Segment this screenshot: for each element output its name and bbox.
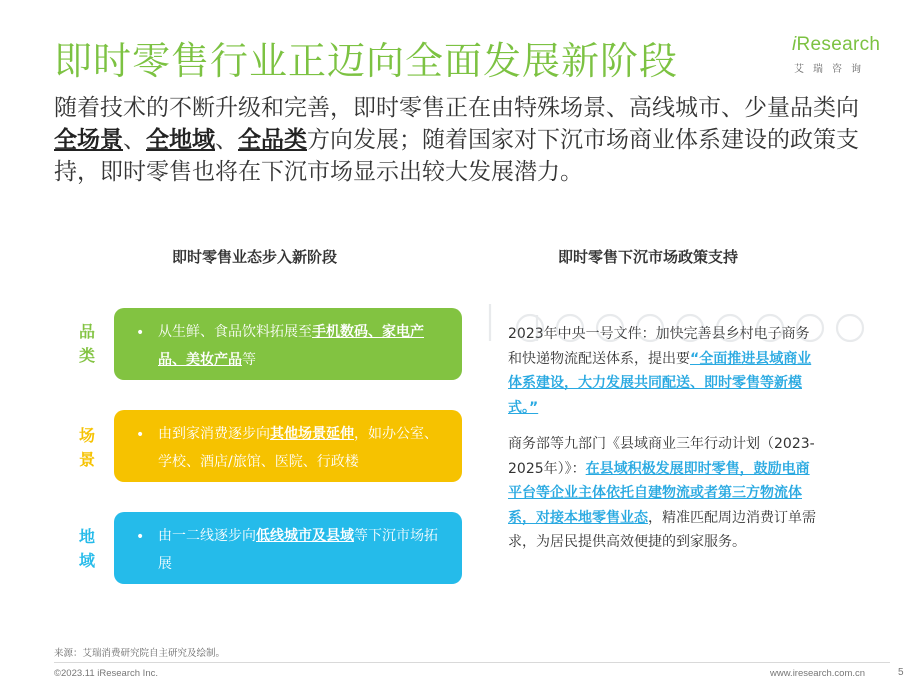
scenario-pill: • 由到家消费逐步向其他场景延伸，如办公室、学校、酒店/旅馆、医院、行政楼: [114, 410, 462, 482]
website-link[interactable]: www.iresearch.com.cn: [770, 668, 866, 679]
policy-text-2: 商务部等九部门《县域商业三年行动计划（2023-2025年）》：在县域积极发展即时零售，鼓励电商平台等企业主体依托自建物流或者第三方物流体系，对接本地零售业态，精准匹配周边消费订单需求，为居民提供高效便捷的到家服务。: [508, 436, 816, 550]
right-column-heading: 即时零售下沉市场政策支持: [558, 248, 739, 266]
scenario-label: 场 景: [78, 426, 95, 469]
page-title: 即时零售行业正迈向全面发展新阶段: [54, 39, 679, 83]
footer-divider: [54, 662, 890, 663]
page-number: 5: [898, 667, 904, 678]
category-pill: • 从生鲜、食品饮料拓展至手机数码、家电产品、美妆产品等: [114, 308, 462, 380]
region-pill: • 由一二线逐步向低线城市及县域等下沉市场拓展: [114, 512, 462, 584]
region-label: 地 域: [78, 527, 95, 570]
policy-text-1: 2023年中央一号文件：加快完善县乡村电子商务和快递物流配送体系，提出要“全面推进县域商业体系建设，大力发展共同配送、即时零售等新模式。”: [508, 326, 812, 416]
category-label: 品 类: [78, 322, 95, 365]
iresearch-logo: [790, 34, 890, 84]
lead-paragraph: 随着技术的不断升级和完善，即时零售正在由特殊场景、高线城市、少量品类向全场景、全地域、全品类方向发展；随着国家对下沉市场商业体系建设的政策支持，即时零售也将在下沉市场显示出较大发展潜力。: [54, 95, 859, 185]
logo-subtitle: 艾瑞咨询: [794, 64, 870, 75]
source-note: 来源：艾瑞消费研究院自主研究及绘制。: [54, 648, 226, 659]
logo-wordmark: iResearch: [792, 34, 881, 55]
bullet-icon: •: [136, 427, 145, 443]
left-column-heading: 即时零售业态步入新阶段: [172, 248, 338, 266]
watermark-logo: [470, 294, 890, 358]
copyright-text: ©2023.11 iResearch Inc.: [54, 668, 158, 679]
bullet-icon: •: [136, 529, 145, 545]
bullet-icon: •: [136, 325, 145, 341]
